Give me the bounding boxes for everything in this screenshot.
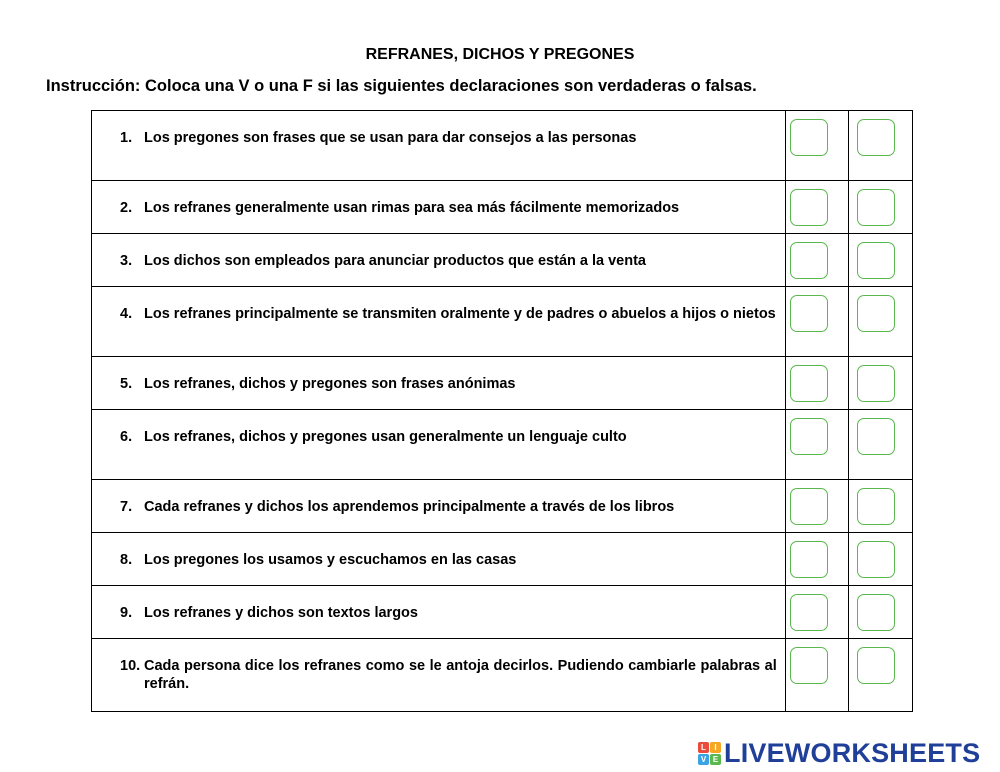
answer-box-f[interactable] xyxy=(857,541,895,578)
question-row xyxy=(92,533,913,586)
question-cell xyxy=(92,357,786,410)
worksheet-title: REFRANES, DICHOS Y PREGONES xyxy=(365,46,635,63)
question-number: 2. xyxy=(120,200,133,216)
logo-mark-tile: I xyxy=(710,742,721,753)
question-cell xyxy=(92,480,786,533)
question-number: 9. xyxy=(120,605,133,621)
answer-cell-v xyxy=(785,533,849,586)
answer-box-v[interactable] xyxy=(790,242,828,279)
question-number: 8. xyxy=(120,552,133,568)
answer-cell-f xyxy=(849,586,913,639)
question-number: 10. xyxy=(120,658,141,674)
question-row xyxy=(92,639,913,712)
answer-box-f[interactable] xyxy=(857,365,895,402)
answer-box-v[interactable] xyxy=(790,295,828,332)
question-text: Los pregones son frases que se usan para dar consejos a las personas xyxy=(144,130,637,146)
question-cell xyxy=(92,287,786,357)
answer-box-v[interactable] xyxy=(790,418,828,455)
answer-box-v[interactable] xyxy=(790,647,828,684)
question-text: Los refranes generalmente usan rimas para sea más fácilmente memorizados xyxy=(144,200,680,216)
answer-cell-v xyxy=(785,287,849,357)
answer-cell-f xyxy=(849,533,913,586)
question-text: Los dichos son empleados para anunciar productos que están a la venta xyxy=(144,253,646,269)
logo-mark-tile: V xyxy=(698,754,709,765)
answer-cell-v xyxy=(785,410,849,480)
question-row xyxy=(92,410,913,480)
question-number: 4. xyxy=(120,306,133,322)
questions-table xyxy=(91,110,913,712)
answer-cell-v xyxy=(785,586,849,639)
question-cell xyxy=(92,410,786,480)
liveworksheets-logo xyxy=(698,738,980,768)
answer-box-f[interactable] xyxy=(857,594,895,631)
question-row xyxy=(92,586,913,639)
question-text: Los refranes, dichos y pregones son frases anónimas xyxy=(144,376,516,392)
liveworksheets-logo-mark-icon xyxy=(698,742,721,765)
question-row xyxy=(92,287,913,357)
answer-box-v[interactable] xyxy=(790,488,828,525)
answer-cell-v xyxy=(785,639,849,712)
question-number: 7. xyxy=(120,499,133,515)
question-row xyxy=(92,357,913,410)
question-cell xyxy=(92,639,786,712)
logo-mark-tile: E xyxy=(710,754,721,765)
question-row xyxy=(92,480,913,533)
question-cell xyxy=(92,533,786,586)
question-row xyxy=(92,181,913,234)
question-number: 5. xyxy=(120,376,133,392)
answer-box-f[interactable] xyxy=(857,647,895,684)
answer-box-v[interactable] xyxy=(790,119,828,156)
answer-cell-f xyxy=(849,639,913,712)
answer-box-f[interactable] xyxy=(857,488,895,525)
answer-box-f[interactable] xyxy=(857,242,895,279)
question-text: Los pregones los usamos y escuchamos en las casas xyxy=(144,552,517,568)
question-row xyxy=(92,234,913,287)
answer-cell-f xyxy=(849,410,913,480)
question-row xyxy=(92,111,913,181)
answer-box-f[interactable] xyxy=(857,418,895,455)
logo-mark-tile: L xyxy=(698,742,709,753)
answer-cell-v xyxy=(785,234,849,287)
answer-cell-f xyxy=(849,287,913,357)
answer-box-v[interactable] xyxy=(790,365,828,402)
question-text: Los refranes, dichos y pregones usan generalmente un lenguaje culto xyxy=(144,429,627,445)
answer-cell-v xyxy=(785,357,849,410)
question-number: 1. xyxy=(120,130,133,146)
question-text: Los refranes y dichos son textos largos xyxy=(144,605,418,621)
answer-cell-v xyxy=(785,111,849,181)
liveworksheets-logo-text: LIVEWORKSHEETS xyxy=(724,738,981,768)
answer-cell-f xyxy=(849,234,913,287)
answer-box-f[interactable] xyxy=(857,189,895,226)
question-text: Cada refranes y dichos los aprendemos principalmente a través de los libros xyxy=(144,499,675,515)
answer-box-f[interactable] xyxy=(857,119,895,156)
question-text: Los refranes principalmente se transmiten oralmente y de padres o abuelos a hijos o nietos xyxy=(144,306,776,322)
instruction-text: Instrucción: Coloca una V o una F si las siguientes declaraciones son verdaderas o falsas. xyxy=(46,77,757,95)
question-text: Cada persona dice los refranes como se le antoja decirlos. Pudiendo cambiarle palabras al refrán. xyxy=(144,658,777,692)
answer-cell-f xyxy=(849,181,913,234)
answer-box-f[interactable] xyxy=(857,295,895,332)
answer-cell-v xyxy=(785,480,849,533)
answer-box-v[interactable] xyxy=(790,541,828,578)
answer-cell-f xyxy=(849,357,913,410)
answer-cell-v xyxy=(785,181,849,234)
question-cell xyxy=(92,181,786,234)
question-cell xyxy=(92,586,786,639)
question-cell xyxy=(92,111,786,181)
question-number: 3. xyxy=(120,253,133,269)
answer-cell-f xyxy=(849,480,913,533)
question-number: 6. xyxy=(120,429,133,445)
answer-box-v[interactable] xyxy=(790,189,828,226)
answer-box-v[interactable] xyxy=(790,594,828,631)
question-cell xyxy=(92,234,786,287)
answer-cell-f xyxy=(849,111,913,181)
